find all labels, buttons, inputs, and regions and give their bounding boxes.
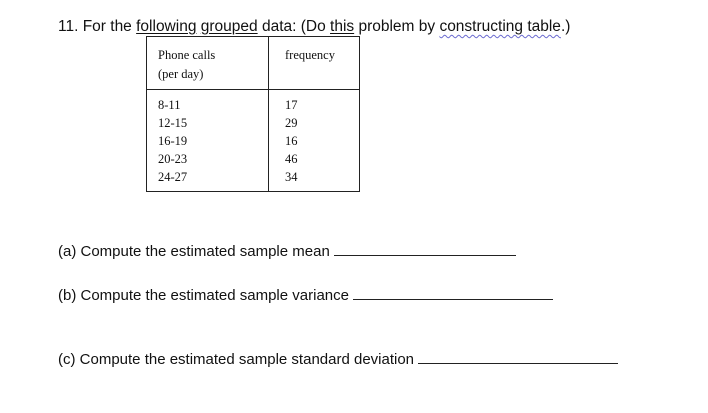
question-c [58, 349, 618, 368]
answer-blank-c[interactable] [418, 349, 618, 364]
heading-word-this: this [330, 18, 355, 35]
header-frequency: frequency [285, 48, 335, 62]
class-cell: 12-15 [158, 116, 188, 130]
table-header-divider [146, 89, 360, 90]
frequency-cell: 34 [285, 170, 298, 184]
table-divider-vertical [268, 36, 269, 192]
heading-text-mid: data: (Do [257, 18, 331, 35]
answer-blank-b[interactable] [353, 285, 553, 300]
question-b [58, 285, 553, 304]
table-border-right [359, 36, 360, 192]
table-border-top [146, 36, 360, 37]
frequency-column [285, 96, 298, 186]
grouped-data-table [146, 36, 360, 192]
question-a [58, 241, 516, 260]
heading-text-suffix: .) [560, 18, 571, 35]
frequency-cell: 16 [285, 134, 298, 148]
class-cell: 20-23 [158, 152, 188, 166]
header-phone-calls: Phone calls [158, 48, 216, 62]
heading-word-following: following [136, 18, 197, 35]
problem-heading [58, 18, 570, 36]
class-cell: 24-27 [158, 170, 188, 184]
question-a-text: (a) Compute the estimated sample mean [58, 243, 330, 260]
question-b-text: (b) Compute the estimated sample variance [58, 287, 349, 304]
answer-blank-a[interactable] [334, 241, 516, 256]
heading-phrase-constructing-table: constructing table [439, 18, 561, 35]
heading-word-grouped: grouped [200, 18, 258, 35]
frequency-cell: 46 [285, 152, 298, 166]
question-c-text: (c) Compute the estimated sample standard deviation [58, 351, 415, 368]
frequency-cell: 29 [285, 116, 298, 130]
heading-text-prefix: 11. For the [58, 18, 137, 35]
class-cell: 16-19 [158, 134, 188, 148]
frequency-cell: 17 [285, 98, 298, 112]
table-border-left [146, 36, 147, 192]
header-per-day: (per day) [158, 67, 204, 81]
heading-text-mid2: problem by [354, 18, 440, 35]
table-border-bottom [146, 191, 360, 192]
class-column [158, 96, 187, 186]
class-cell: 8-11 [158, 98, 181, 112]
